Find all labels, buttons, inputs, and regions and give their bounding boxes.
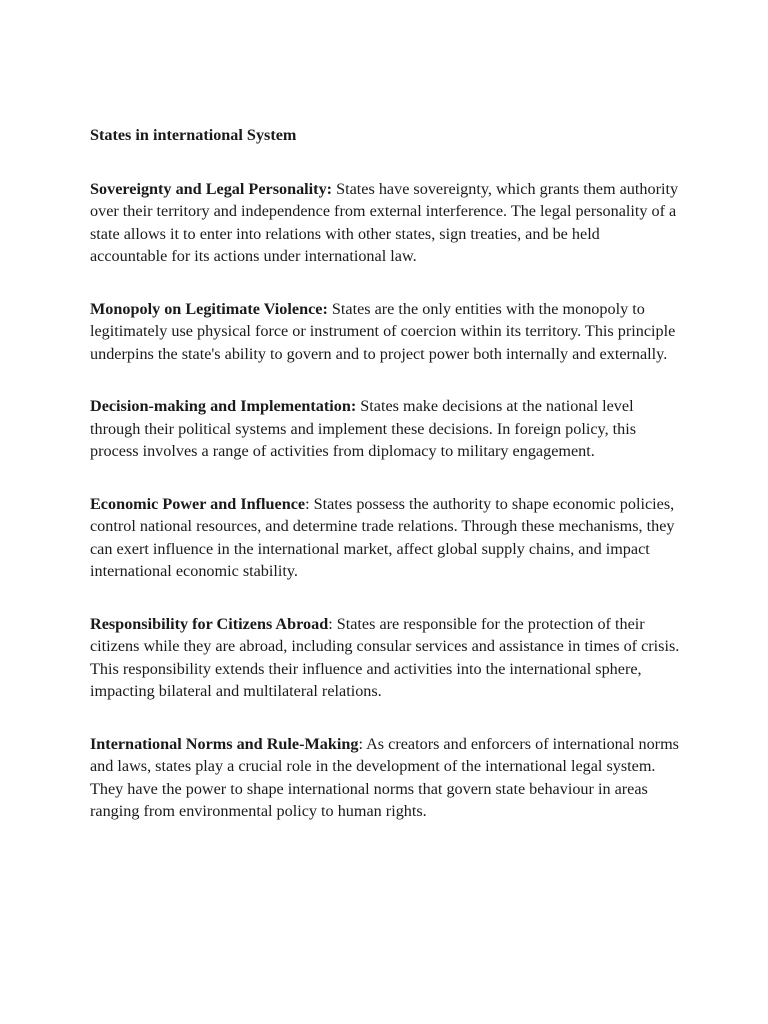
section-body: : As creators and enforcers of international norms and laws, states play a crucial role in the development of the international legal system. They have the power to shape international norms that govern state behaviour in areas ranging from environmental policy to human rights. [90,734,679,820]
section-heading: Monopoly on Legitimate Violence: [90,299,328,318]
section-body: States are the only entities with the monopoly to legitimately use physical force or instrument of coercion within its territory. This principle underpins the state's ability to govern and to project power both internally and externally. [90,299,676,363]
section-heading: Economic Power and Influence [90,494,306,513]
section-heading: Decision-making and Implementation: [90,397,357,415]
section-heading: Sovereignty and Legal Personality: [90,179,333,198]
section-citizens-abroad [90,613,680,703]
section-heading: Responsibility for Citizens Abroad [90,614,329,633]
section-body: States have sovereignty, which grants them authority over their territory and independence from external interference. The legal personality of a state allows it to enter into relations with other states, sign treaties, and be held accountable for its actions under international law. [90,179,679,265]
section-body: : States are responsible for the protection of their citizens while they are abroad, including consular services and assistance in times of crisis. This responsibility extends their influence and activities into the international sphere, impacting bilateral and multilateral relations. [90,614,680,700]
section-body: States make decisions at the national level through their political systems and implement these decisions. In foreign policy, this process involves a range of activities from diplomacy to military engagement. [90,397,637,460]
section-decision-making [90,395,680,463]
section-heading: International Norms and Rule-Making [90,734,359,753]
section-body: : States possess the authority to shape economic policies, control national resources, and determine trade relations. Through these mechanisms, they can exert influence in the international market, affect global supply chains, and impact international economic stability. [90,494,675,580]
section-monopoly-violence [90,298,680,366]
section-sovereignty [90,178,680,268]
section-economic-power [90,493,680,583]
document-page [90,124,680,853]
document-title: States in international System [90,126,297,144]
section-international-norms [90,733,680,823]
